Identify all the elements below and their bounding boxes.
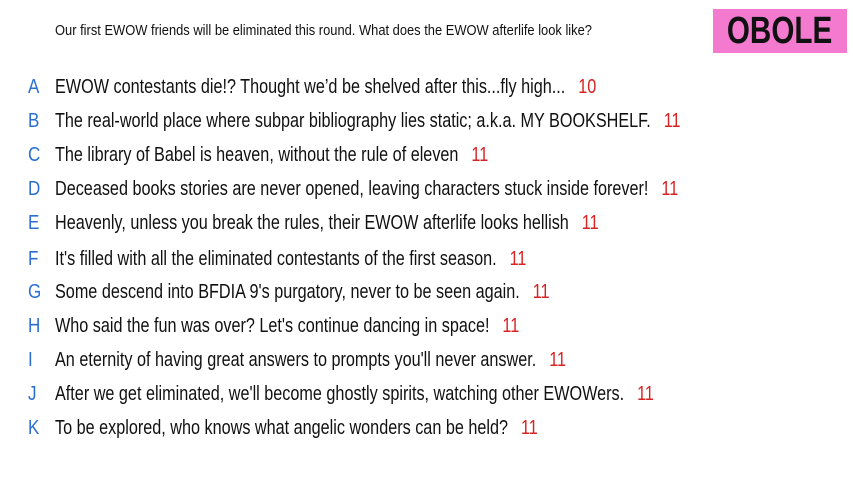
- response-text: The library of Babel is heaven, without the rule of eleven: [55, 144, 459, 166]
- response-score: 11: [502, 315, 520, 337]
- response-row-d: [0, 176, 853, 202]
- response-letter: D: [28, 178, 41, 200]
- response-score: 11: [509, 248, 527, 270]
- response-score: 10: [578, 76, 597, 98]
- response-text: An eternity of having great answers to prompts you'll never answer.: [55, 349, 537, 371]
- response-letter: A: [28, 76, 40, 98]
- response-score: 11: [637, 383, 654, 405]
- response-row-b: [0, 108, 853, 134]
- response-score: 11: [532, 281, 550, 303]
- response-letter: K: [28, 417, 40, 439]
- response-row-g: [0, 279, 853, 305]
- response-score: 11: [549, 349, 567, 371]
- response-text: To be explored, who knows what angelic wonders can be held?: [55, 417, 508, 439]
- response-letter: I: [28, 349, 33, 371]
- response-row-a: [0, 74, 853, 100]
- response-score: 11: [663, 110, 681, 132]
- response-score: 11: [661, 178, 679, 200]
- response-row-f: [0, 246, 853, 272]
- response-text: Heavenly, unless you break the rules, their EWOW afterlife looks hellish: [55, 212, 569, 234]
- response-text: EWOW contestants die!? Thought we’d be shelved after this...fly high...: [55, 76, 566, 98]
- response-text: It's filled with all the eliminated contestants of the first season.: [55, 248, 497, 270]
- response-row-k: [0, 415, 853, 441]
- response-row-e: [0, 210, 853, 236]
- response-row-j: [0, 381, 853, 407]
- response-text: Some descend into BFDIA 9's purgatory, never to be seen again.: [55, 281, 520, 303]
- response-letter: C: [28, 144, 41, 166]
- prompt-text: Our first EWOW friends will be eliminated this round. What does the EWOW afterlife look like?: [55, 22, 592, 39]
- badge-label: OBOLE: [727, 9, 833, 52]
- response-letter: J: [28, 383, 37, 405]
- response-text: The real-world place where subpar bibliography lies static; a.k.a. MY BOOKSHELF.: [55, 110, 651, 132]
- response-row-i: [0, 347, 853, 373]
- response-row-c: [0, 142, 853, 168]
- response-letter: E: [28, 212, 40, 234]
- response-letter: B: [28, 110, 40, 132]
- response-letter: F: [28, 248, 39, 270]
- response-score: 11: [581, 212, 599, 234]
- contestant-badge: [713, 9, 847, 53]
- response-score: 11: [471, 144, 489, 166]
- response-row-h: [0, 313, 853, 339]
- response-text: Who said the fun was over? Let's continue dancing in space!: [55, 315, 490, 337]
- response-score: 11: [520, 417, 538, 439]
- response-letter: G: [28, 281, 42, 303]
- response-text: After we get eliminated, we'll become ghostly spirits, watching other EWOWers.: [55, 383, 625, 405]
- response-text: Deceased books stories are never opened, leaving characters stuck inside forever!: [55, 178, 649, 200]
- response-letter: H: [28, 315, 41, 337]
